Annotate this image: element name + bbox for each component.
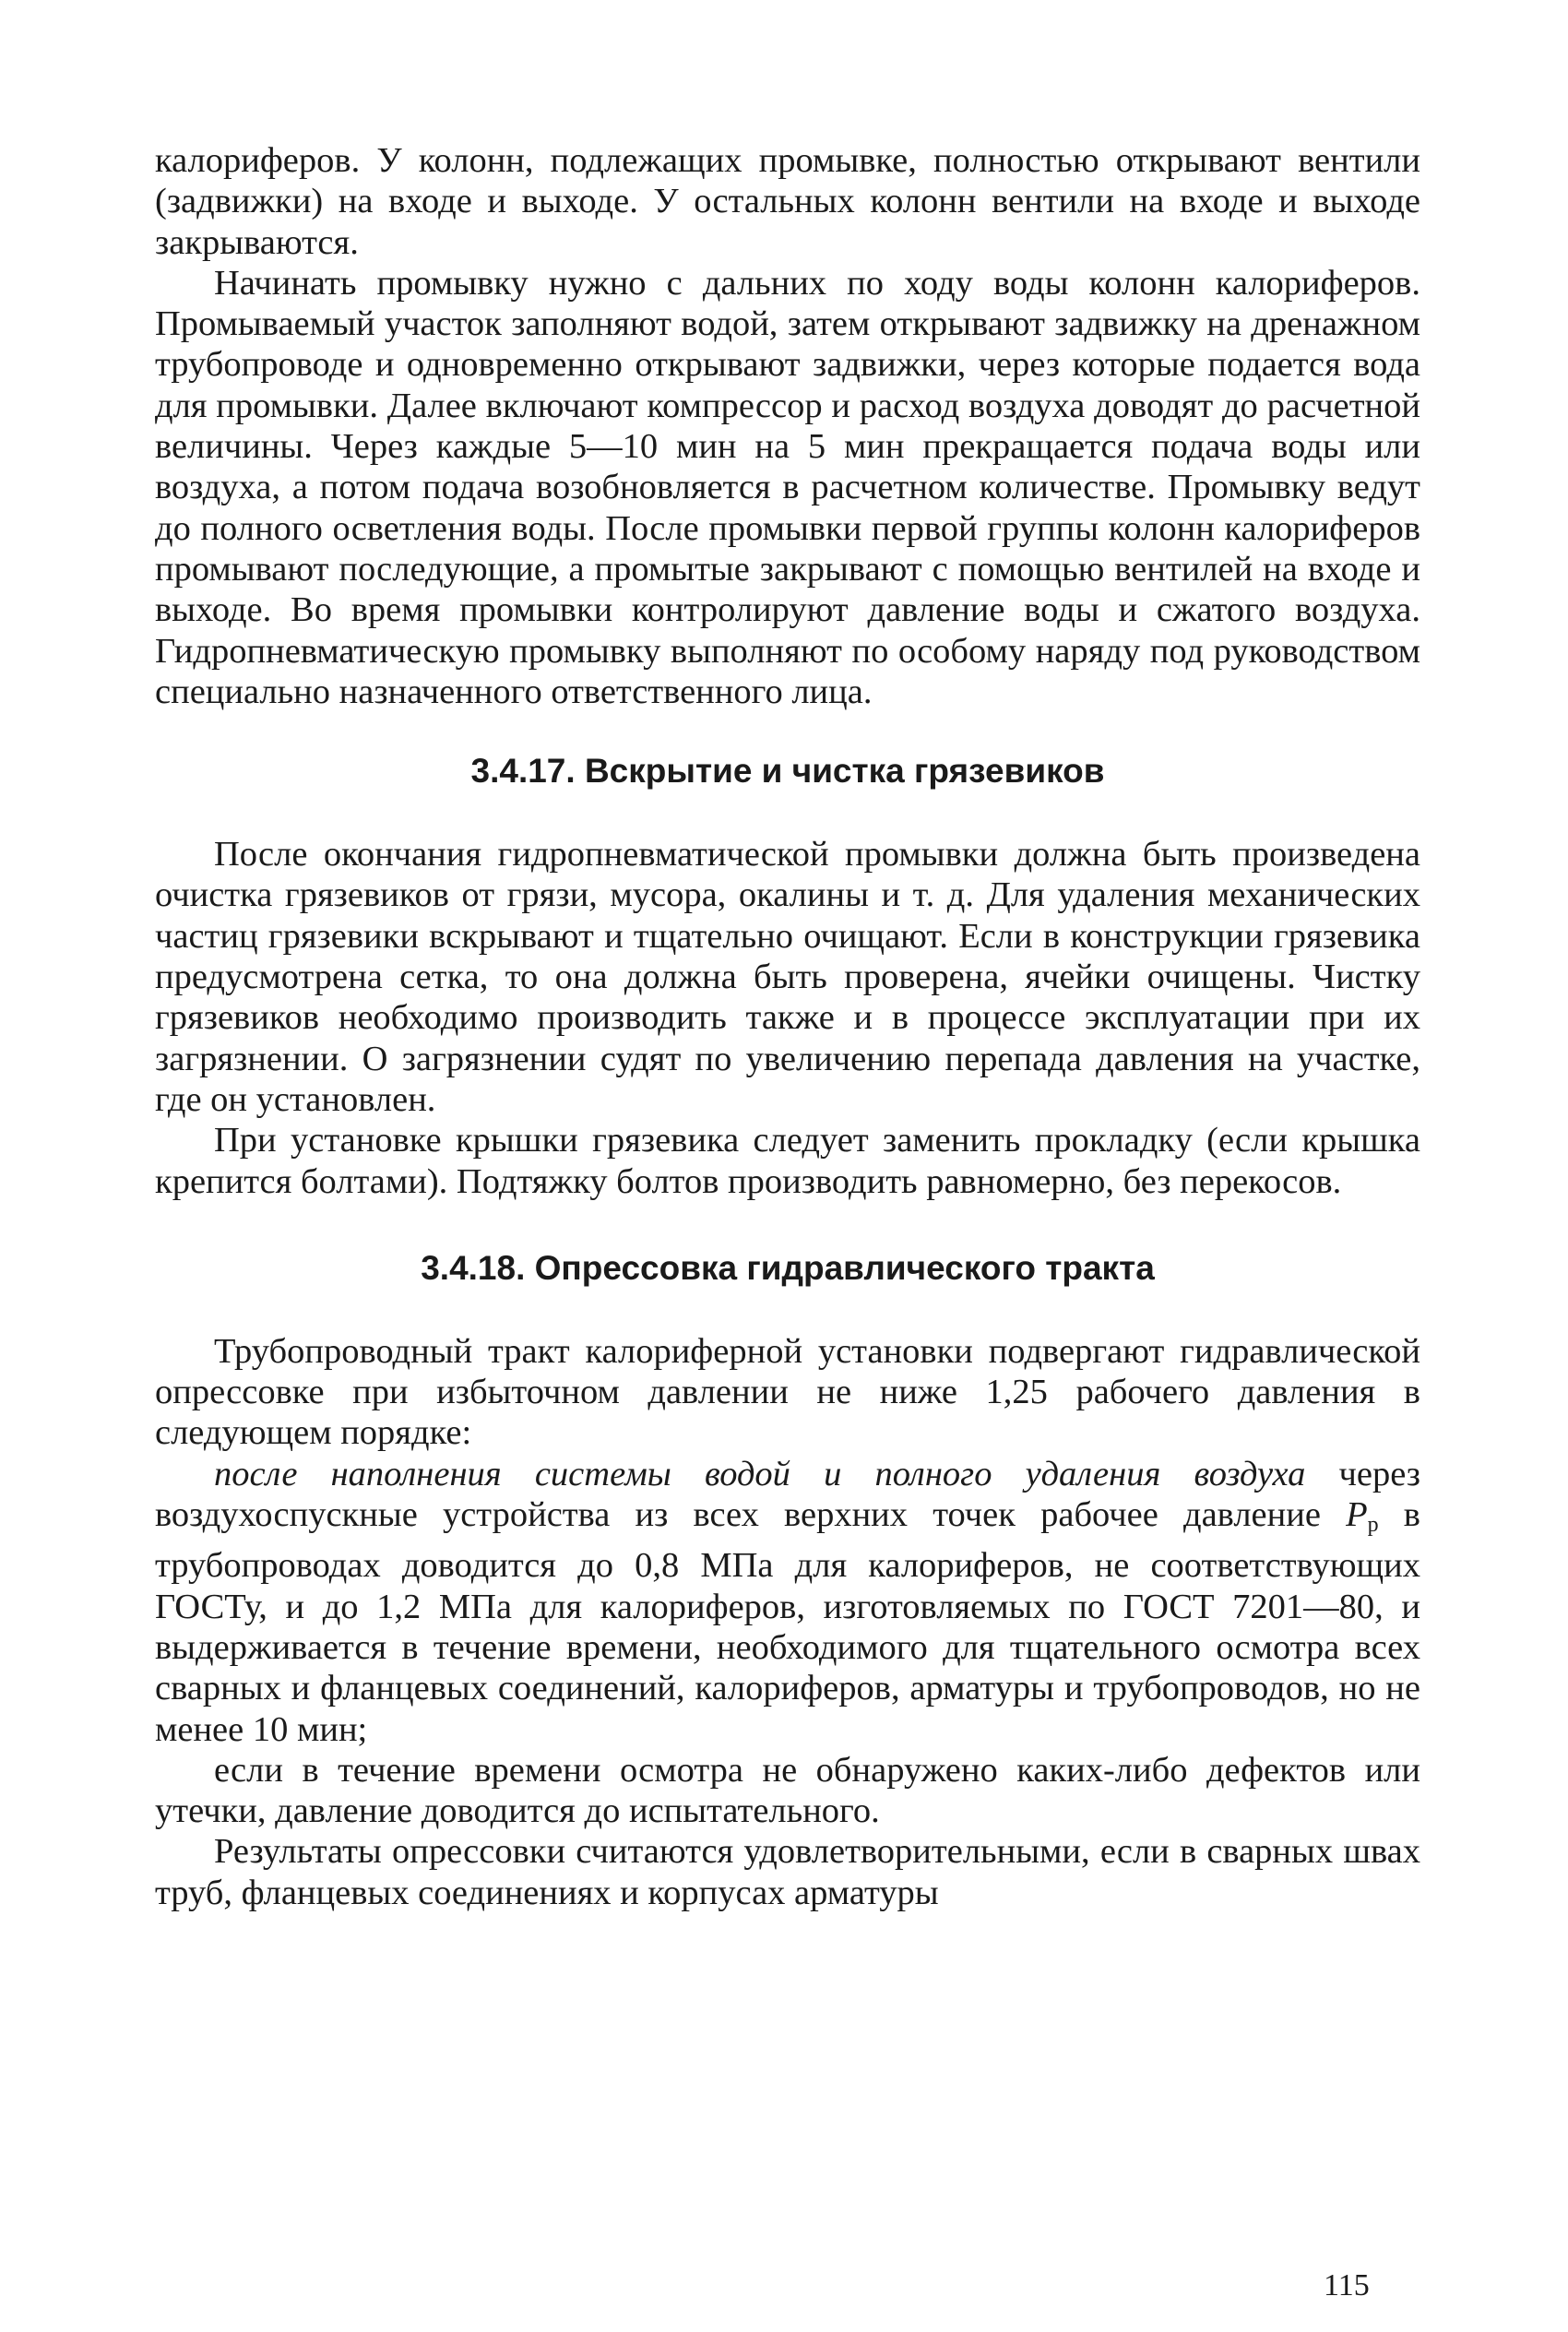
book-page	[155, 140, 1420, 1913]
section-heading-3-4-17: 3.4.17. Вскрытие и чистка грязевиков	[470, 752, 1105, 791]
paragraph-continuation: калориферов. У колонн, подлежащих промывке, полностью открывают вентили (задвижки) на входе и выходе. У остальных колонн вентили на входе и выходе закрываются.	[155, 141, 1420, 262]
section-heading-3-4-18: 3.4.18. Опрессовка гидравлического тракта	[421, 1248, 1155, 1287]
paragraph-pressure-test-step-2: если в течение времени осмотра не обнаружено каких-либо дефектов или утечки, давление доводится до испытательного.	[155, 1750, 1420, 1831]
paragraph-mud-trap-cleaning: После окончания гидропневматической промывки должна быть произведена очистка грязевиков от грязи, мусора, окалины и т. д. Для удаления механических частиц грязевики вскрывают и тщательно очищают. Если в конструкции грязевика предусмотрена сетка, то она должна быть проверена, ячейки очищены. Чистку грязевиков необходимо производить также и в процессе эксплуатации при их загрязнении. О загрязнении судят по увеличению перепада давления на участке, где он установлен.	[155, 835, 1420, 1119]
pressure-symbol-subscript: р	[1367, 1513, 1379, 1538]
text-after-symbol: в трубопроводах доводится до 0,8 МПа для калориферов, не соответствующих ГОСТу, и до 1,2 МПа для калориферов, изготовляемых по ГОСТ 7201—80, и выдерживается в течение времени, необходимого для тщательного осмотра всех сварных и фланцевых соединений, калориферов, арматуры и трубопроводов, но не менее 10 мин;	[155, 1495, 1420, 1749]
paragraph-pressure-test-step-1	[155, 1454, 1420, 1750]
paragraph-mud-trap-cover: При установке крышки грязевика следует заменить прокладку (если крышка крепится болтами). Подтяжку болтов производить равномерно, без перекосов.	[155, 1121, 1420, 1201]
paragraph-flushing-procedure: Начинать промывку нужно с дальних по ходу воды колонн калориферов. Промываемый участок заполняют водой, затем открывают задвижку на дренажном трубопроводе и одновременно открывают задвижки, через которые подается вода для промывки. Далее включают компрессор и расход воздуха доводят до расчетной величины. Через каждые 5—10 мин на 5 мин прекращается подача воды или воздуха, а потом подача возобновляется в расчетном количестве. Промывку ведут до полного осветления воды. После промывки первой группы колонн калориферов промывают последующие, а промытые закрывают с помощью вентилей на входе и выходе. Во время промывки контролируют давление воды и сжатого воздуха. Гидропневматическую промывку выполняют по особому наряду под руководством специально назначенного ответственного лица.	[155, 263, 1420, 711]
page-number: 115	[1324, 2268, 1370, 2302]
paragraph-pressure-test-intro: Трубопроводный тракт калориферной установки подвергают гидравлической опрессовке при избыточном давлении не ниже 1,25 рабочего давления в следующем порядке:	[155, 1331, 1420, 1453]
text-before-symbol: через воздухоспускные устройства из всех верхних точек рабочее давление	[155, 1454, 1420, 1535]
paragraph-pressure-test-results: Результаты опрессовки считаются удовлетворительными, если в сварных швах труб, фланцевых соединениях и корпусах арматуры	[155, 1832, 1420, 1912]
pressure-symbol: P	[1346, 1495, 1368, 1535]
italic-lead-text: после наполнения системы водой и полного удаления воздуха	[214, 1454, 1306, 1493]
